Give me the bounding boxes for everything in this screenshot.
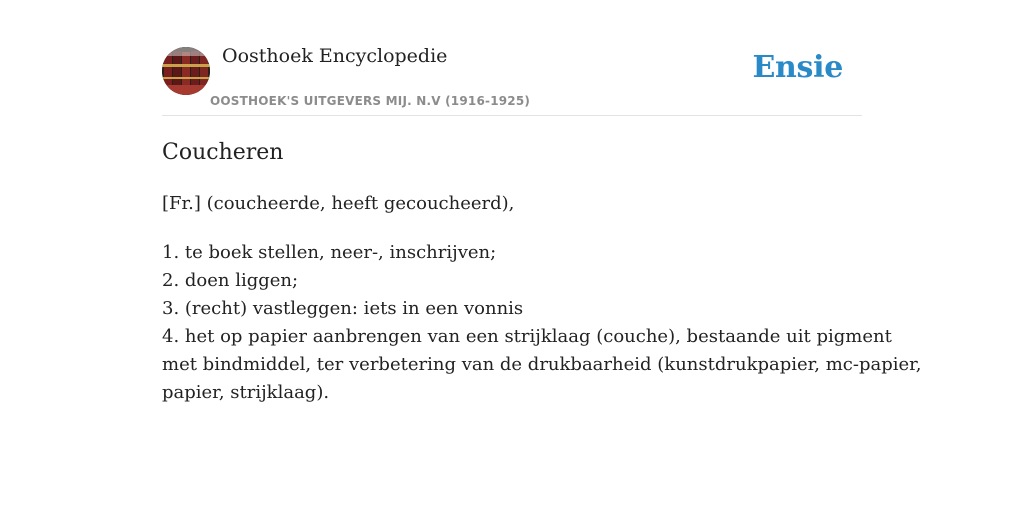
definition-line: papier, strijklaag). <box>162 382 330 403</box>
definition-line: 1. te boek stellen, neer-, inschrijven; <box>162 242 497 263</box>
definition-list <box>162 239 922 407</box>
source-subtitle: OOSTHOEK'S UITGEVERS MIJ. N.V (1916-1925) <box>210 94 531 108</box>
source-header <box>162 0 862 116</box>
ensie-logo[interactable]: Ensie <box>752 50 843 85</box>
definition-line: 3. (recht) vastleggen: iets in een vonnis <box>162 298 524 319</box>
definition-line: 4. het op papier aanbrengen van een strijklaag (couche), bestaande uit pigment <box>162 326 892 347</box>
source-avatar[interactable] <box>162 47 210 95</box>
entry-card <box>162 0 922 512</box>
entry-intro: [Fr.] (coucheerde, heeft gecoucheerd), <box>162 193 515 214</box>
book-spines-icon <box>162 47 210 95</box>
definition-line: met bindmiddel, ter verbetering van de drukbaarheid (kunstdrukpapier, mc-papier, <box>162 354 922 375</box>
definition-line: 2. doen liggen; <box>162 270 299 291</box>
entry-title: Coucheren <box>162 140 284 165</box>
source-name[interactable]: Oosthoek Encyclopedie <box>222 45 448 67</box>
